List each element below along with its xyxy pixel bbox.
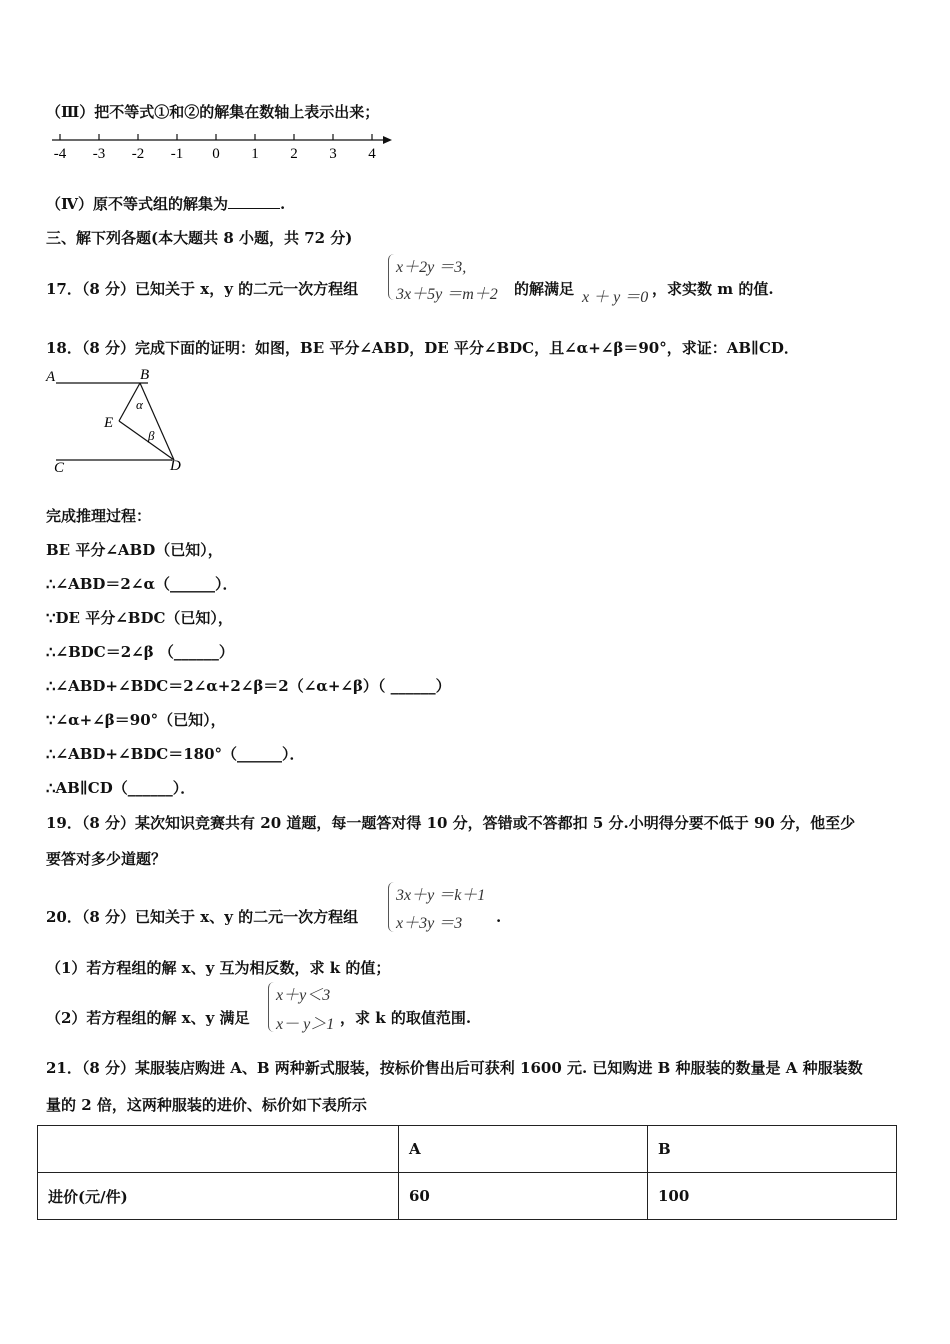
- tick-label: 2: [290, 146, 298, 162]
- label-a: A: [46, 369, 56, 385]
- table-cell: 60: [399, 1173, 648, 1220]
- tick-label: 3: [329, 146, 337, 162]
- q17-suffix: ，求实数 m 的值.: [652, 280, 774, 298]
- part3-text: （Ⅲ）把不等式①和②的解集在数轴上表示出来；: [46, 103, 380, 121]
- part4-line: [46, 193, 285, 215]
- proof-step: ∴∠ABD＝2∠α（______）．: [46, 575, 238, 593]
- answer-blank: [228, 194, 280, 209]
- table-cell: 100: [648, 1173, 897, 1220]
- proof-step: ∵DE 平分∠BDC（已知），: [46, 609, 233, 627]
- tick-label: 1: [251, 146, 259, 162]
- q20-eq2: x＋3y ＝3: [396, 915, 463, 932]
- label-e: E: [104, 415, 114, 431]
- q20-sub2-eq1: x＋y＜3: [276, 987, 331, 1004]
- q20-prefix: 20．（8 分）已知关于 x、y 的二元一次方程组: [46, 908, 359, 926]
- q19-line1: 19．（8 分）某次知识竞赛共有 20 道题，每一题答对得 10 分，答错或不答都扣 5 分.小明得分要不低于 90 分，他至少: [46, 814, 856, 832]
- q20-suffix: .: [496, 908, 502, 926]
- label-d: D: [170, 458, 181, 474]
- table-row: [38, 1173, 897, 1220]
- q17-brace: [388, 254, 395, 300]
- label-alpha: α: [136, 397, 143, 412]
- tick-label: 0: [212, 146, 220, 162]
- number-line: [40, 128, 410, 168]
- section3-heading: 三、解下列各题(本大题共 8 小题，共 72 分): [46, 229, 353, 247]
- table-cell: 进价(元/件): [38, 1173, 399, 1220]
- q18-figure: [44, 364, 194, 479]
- q20-eq1: 3x＋y ＝k＋1: [396, 887, 486, 904]
- label-c: C: [54, 460, 65, 476]
- q17-middle: 的解满足: [514, 280, 575, 298]
- price-table: [37, 1125, 897, 1220]
- q17-eq1: x＋2y ＝3,: [396, 259, 467, 276]
- q17-cond: x ＋ y ＝0: [582, 289, 649, 306]
- tick-label: -1: [170, 146, 184, 162]
- q20-sub2-prefix: （2）若方程组的解 x、y 满足: [46, 1009, 250, 1027]
- q17-eq2: 3x＋5y ＝m＋2: [396, 286, 498, 303]
- tick-label: -3: [92, 146, 106, 162]
- q19-line2: 要答对多少道题？: [46, 850, 167, 868]
- proof-step: ∵∠α+∠β＝90°（已知），: [46, 711, 226, 729]
- proof-step: ∴∠ABD+∠BDC＝2∠α+2∠β＝2（∠α+∠β）（ ______）: [46, 677, 451, 695]
- q20-sub2-brace: [268, 982, 275, 1032]
- q20-brace: [388, 882, 395, 932]
- q20-sub2-eq2: x－ y＞1: [276, 1016, 335, 1033]
- proof-step: BE 平分∠ABD（已知），: [46, 541, 223, 559]
- q17-prefix: 17．（8 分）已知关于 x，y 的二元一次方程组: [46, 280, 359, 298]
- label-beta: β: [148, 428, 155, 443]
- tick-label: -4: [53, 146, 67, 162]
- table-header-cell: [38, 1126, 399, 1173]
- proof-step: ∴∠BDC＝2∠β （______）: [46, 643, 234, 661]
- q20-sub2-suffix: ，求 k 的取值范围.: [340, 1009, 472, 1027]
- part4-end: .: [280, 195, 286, 213]
- tick-label: 4: [368, 146, 376, 162]
- part4-text: （Ⅳ）原不等式组的解集为: [46, 195, 229, 213]
- q21-line1: 21．（8 分）某服装店购进 A、B 两种新式服装，按标价售出后可获利 1600 元. 已知购进 B 种服装的数量是 A 种服装数: [46, 1059, 863, 1077]
- q21-line2: 量的 2 倍，这两种服装的进价、标价如下表所示: [46, 1096, 367, 1114]
- proof-step: ∴∠ABD+∠BDC＝180°（______）．: [46, 745, 305, 763]
- table-header-cell: A: [399, 1126, 648, 1173]
- label-b: B: [140, 367, 150, 383]
- q20-sub1: （1）若方程组的解 x、y 互为相反数，求 k 的值；: [46, 959, 391, 977]
- proof-step: 完成推理过程：: [46, 507, 152, 525]
- q18-text: 18．（8 分）完成下面的证明：如图，BE 平分∠ABD，DE 平分∠BDC，且∠α+∠β＝90°，求证：AB∥CD．: [46, 339, 799, 357]
- proof-step: ∴AB∥CD（______）．: [46, 779, 196, 797]
- table-header-row: [38, 1126, 897, 1173]
- arrow-right-icon: [383, 136, 392, 144]
- table-header-cell: B: [648, 1126, 897, 1173]
- tick-label: -2: [131, 146, 145, 162]
